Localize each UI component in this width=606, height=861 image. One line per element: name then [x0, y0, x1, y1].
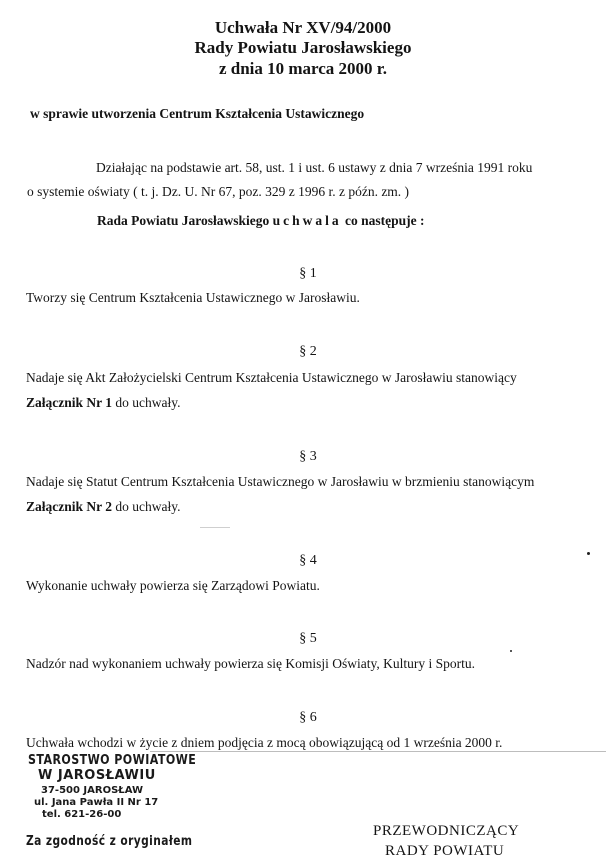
stamp-phone: tel. 621-26-00	[42, 809, 122, 820]
stamp-certification: Za zgodność z oryginałem	[26, 834, 193, 849]
resolution-number: Uchwała Nr XV/94/2000	[214, 18, 392, 37]
resolve-prefix: Rada Powiatu Jarosławskiego	[97, 213, 270, 228]
attachment-2-label: Załącznik Nr 2	[26, 499, 113, 514]
signature-title: PRZEWODNICZĄCY	[373, 823, 520, 839]
section-3-text: Nadaje się Statut Centrum Kształcenia Ustawicznego w Jarosławiu w brzmieniu stanowiącym	[26, 474, 535, 489]
section-2-attachment	[26, 395, 181, 411]
section-6-mark: § 6	[299, 710, 317, 725]
stamp-city: W JAROSŁAWIU	[38, 768, 156, 783]
resolve-spaced-word: uchwala	[272, 213, 342, 228]
attachment-2-tail: do uchwały.	[112, 499, 181, 514]
stamp-office-name: STAROSTWO POWIATOWE	[28, 753, 197, 768]
section-3-attachment	[26, 499, 181, 515]
section-5-mark: § 5	[299, 631, 317, 646]
section-2-mark: § 2	[299, 344, 317, 359]
section-1-text: Tworzy się Centrum Kształcenia Ustawicznego w Jarosławiu.	[26, 290, 360, 305]
office-stamp	[28, 753, 198, 849]
section-4-text: Wykonanie uchwały powierza się Zarządowi Powiatu.	[26, 578, 320, 593]
preamble-line-1: Działając na podstawie art. 58, ust. 1 i ust. 6 ustawy z dnia 7 września 1991 roku	[96, 160, 533, 175]
scan-artifact-line	[200, 527, 230, 528]
preamble-line-2: o systemie oświaty ( t. j. Dz. U. Nr 67, poz. 329 z 1996 r. z późn. zm. )	[27, 184, 410, 199]
stamp-postal: 37-500 JAROSŁAW	[41, 785, 144, 796]
resolve-statement	[97, 213, 425, 229]
section-4-mark: § 4	[299, 553, 317, 568]
resolution-date: z dnia 10 marca 2000 r.	[218, 59, 388, 78]
section-2-text: Nadaje się Akt Założycielski Centrum Kształcenia Ustawicznego w Jarosławiu stanowiący	[26, 370, 517, 385]
stamp-street: ul. Jana Pawła II Nr 17	[34, 797, 159, 808]
scan-speck	[510, 650, 512, 652]
section-6-text: Uchwała wchodzi w życie z dniem podjęcia z mocą obowiązującą od 1 września 2000 r.	[26, 735, 503, 750]
council-name: Rady Powiatu Jarosławskiego	[194, 38, 412, 57]
scan-fold-line	[150, 751, 606, 752]
resolution-subject: w sprawie utworzenia Centrum Kształcenia Ustawicznego	[30, 106, 365, 121]
attachment-1-tail: do uchwały.	[112, 395, 181, 410]
section-3-mark: § 3	[299, 449, 317, 464]
signature-council: RADY POWIATU	[385, 843, 505, 859]
resolve-suffix: co następuje :	[345, 213, 425, 228]
section-1-mark: § 1	[299, 266, 317, 281]
scan-speck	[587, 552, 590, 555]
section-5-text: Nadzór nad wykonaniem uchwały powierza się Komisji Oświaty, Kultury i Sportu.	[26, 656, 476, 671]
attachment-1-label: Załącznik Nr 1	[26, 395, 113, 410]
